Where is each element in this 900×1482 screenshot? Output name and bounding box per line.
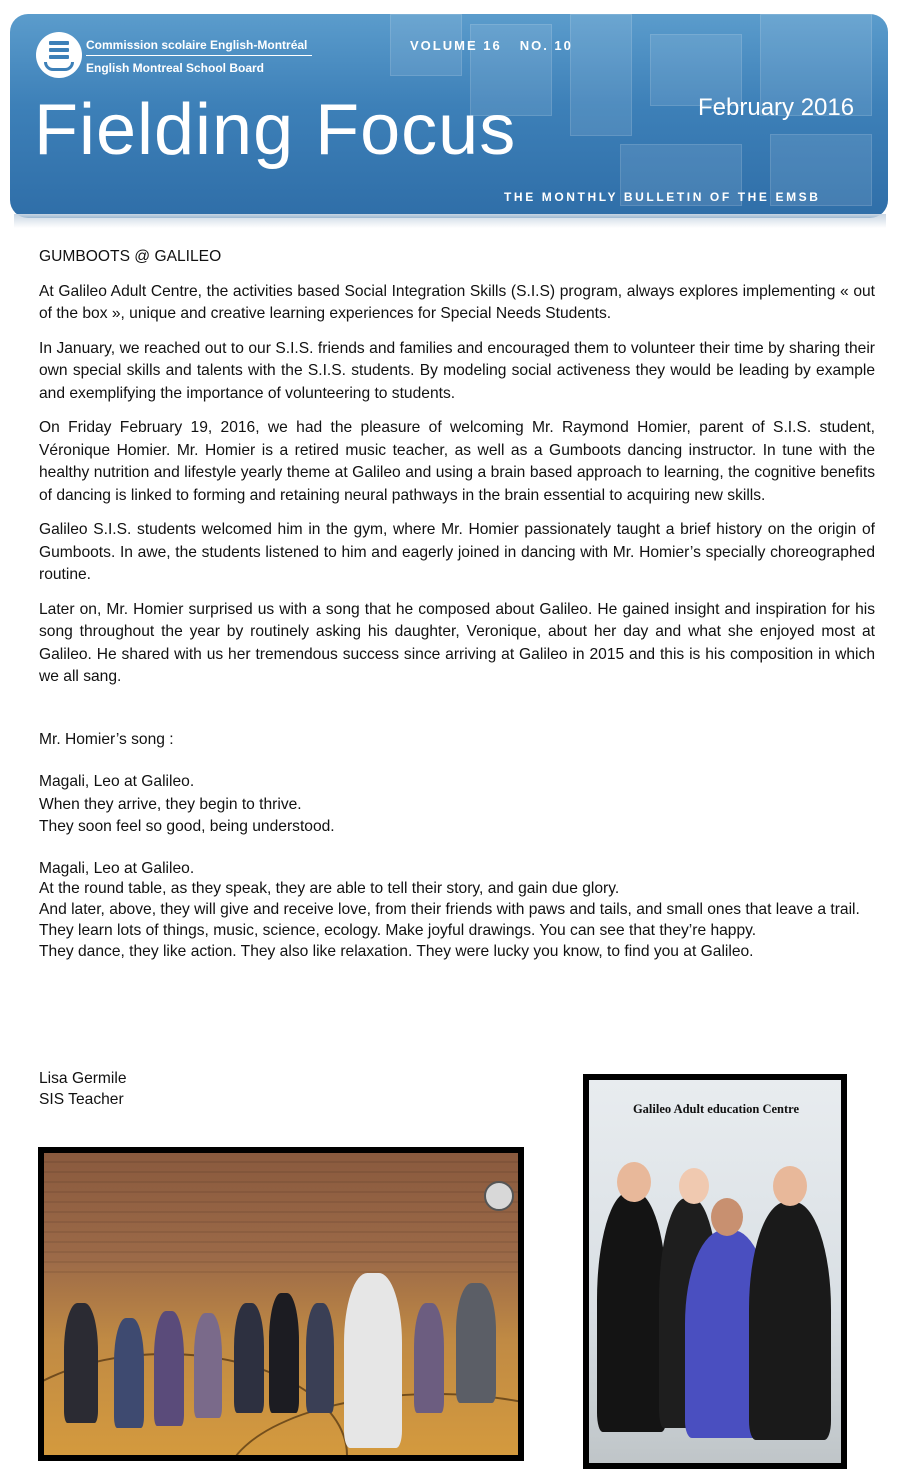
emsb-logo-icon xyxy=(36,32,82,78)
article-paragraph: On Friday February 19, 2016, we had the pleasure of welcoming Mr. Raymond Homier, parent of S.I.S. student, Véronique Homier. Mr. Homier is a retired music teacher, as well as a Gumboots dancing instructor. In tune with the healthy nutrition and lifestyle yearly theme at Galileo and using a brain based approach to learning, the cognitive benefits of dancing is linked to forming and retaining neural pathways in the brain essential to acquiring new skills. xyxy=(39,419,875,504)
issue-volume xyxy=(410,38,591,53)
song-line: They learn lots of things, music, science, ecology. Make joyful drawings. You can see that they’re happy. xyxy=(39,921,757,939)
song-line: Magali, Leo at Galileo. xyxy=(39,859,195,877)
tagline: THE MONTHLY BULLETIN OF THE EMSB xyxy=(504,190,821,204)
masthead-title: Fielding Focus xyxy=(34,90,517,170)
group-photo xyxy=(583,1074,847,1469)
board-name-french: Commission scolaire English-Montréal xyxy=(86,38,308,52)
number-label: NO. 10 xyxy=(519,38,573,53)
song-line: They soon feel so good, being understood. xyxy=(39,818,335,835)
song-line: At the round table, as they speak, they are able to tell their story, and gain due glory. xyxy=(39,880,620,898)
song-line: Magali, Leo at Galileo. xyxy=(39,773,195,790)
song-verse-1 xyxy=(39,771,875,839)
clock-icon xyxy=(484,1181,514,1211)
article-paragraph: Later on, Mr. Homier surprised us with a song that he composed about Galileo. He gained insight and inspiration for his song throughout the year by routinely asking his daughter, Veronique, about her day and what she enjoyed most at Galileo. He shared with us her tremendous success since arriving at Galileo in 2015 and this is his composition in which we all sang. xyxy=(39,600,875,685)
article-paragraph: In January, we reached out to our S.I.S. friends and families and encouraged them to volunteer their time by sharing their own special skills and talents with the S.I.S. students. By modeling social activeness they would be leading by example and exemplifying the importance of volunteering to students. xyxy=(39,339,875,402)
article-paragraph: Galileo S.I.S. students welcomed him in the gym, where Mr. Homier passionately taught a brief history on the origin of Gumboots. In awe, the students listened to him and eagerly joined in dancing with Mr. Homier’s specially choreographed routine. xyxy=(39,521,875,583)
author-title: SIS Teacher xyxy=(39,1091,124,1108)
board-divider xyxy=(86,55,312,56)
song-line: And later, above, they will give and receive love, from their friends with paws and tails, and small ones that leave a trail. xyxy=(39,901,860,919)
article-body xyxy=(39,246,875,962)
song-line: When they arrive, they begin to thrive. xyxy=(39,795,302,813)
author-signature xyxy=(39,1068,127,1110)
volume-label: VOLUME 16 xyxy=(410,38,502,53)
photo-caption: Galileo Adult education Centre xyxy=(632,1102,800,1116)
song-verse-2 xyxy=(39,859,875,963)
author-name: Lisa Germile xyxy=(39,1070,127,1087)
song-title: Mr. Homier’s song : xyxy=(39,730,174,748)
issue-date: February 2016 xyxy=(698,94,855,121)
song-line: They dance, they like action. They also like relaxation. They were lucky you know, to find you at Galileo. xyxy=(39,942,754,960)
article-headline: GUMBOOTS @ GALILEO xyxy=(39,248,222,265)
gym-dance-photo xyxy=(38,1147,524,1461)
article-paragraph: At Galileo Adult Centre, the activities based Social Integration Skills (S.I.S) program, always explores implementing « out of the box », unique and creative learning experiences for Special Needs Students. xyxy=(39,282,875,322)
header-banner xyxy=(10,14,888,218)
banner-shadow xyxy=(14,214,886,228)
board-name-english: English Montreal School Board xyxy=(86,61,265,75)
